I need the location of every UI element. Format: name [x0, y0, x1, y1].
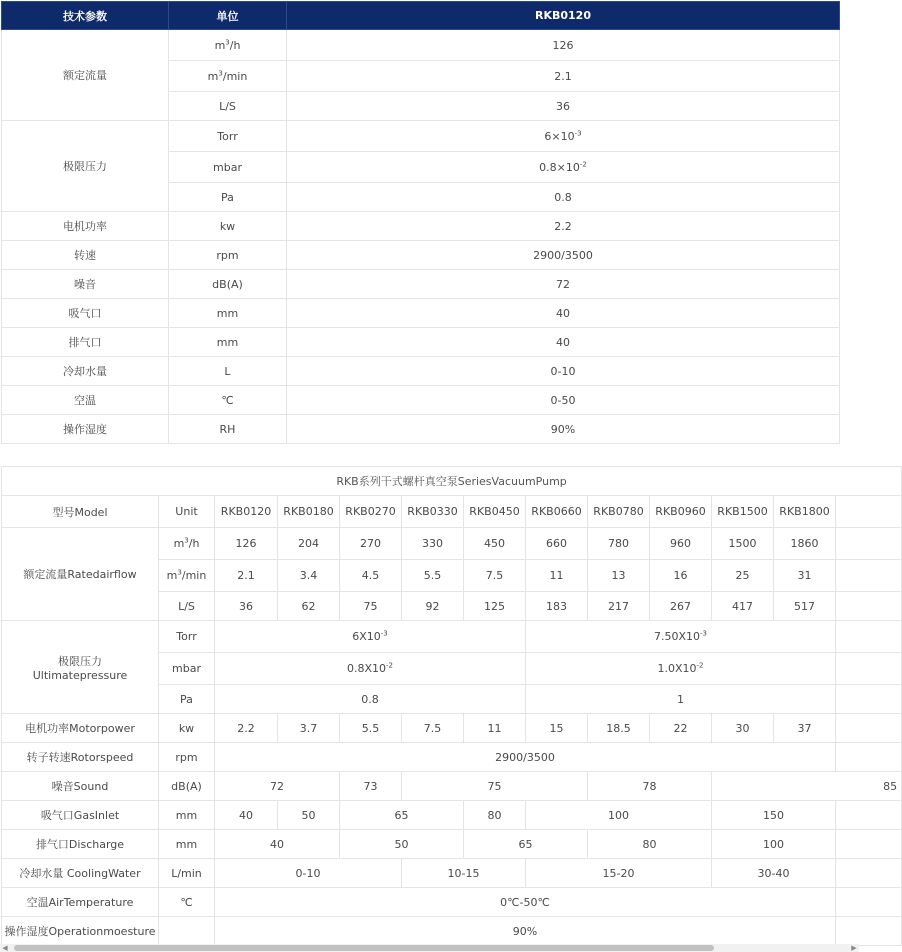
value-cell: 50 [278, 801, 340, 830]
value-cell: 72 [287, 270, 840, 299]
value-cell: 75 [402, 772, 588, 801]
value-cell: 4.5 [340, 560, 402, 592]
value-cell: 30-40 [712, 859, 836, 888]
table-row [2, 386, 840, 415]
value-cell: 92 [402, 592, 464, 621]
value-cell: 126 [287, 30, 840, 61]
unit-cell: mm [169, 299, 287, 328]
table-row [2, 714, 902, 743]
scroll-left-arrow-icon[interactable]: ◀ [2, 944, 8, 952]
param-cell: 电机功率Motorpower [2, 714, 159, 743]
pressure-label: 极限压力 [2, 121, 169, 212]
overflow-cell [836, 714, 902, 743]
value-cell: 1860 [774, 528, 836, 560]
param-cell: 噪音Sound [2, 772, 159, 801]
unit-cell: ℃ [169, 386, 287, 415]
table-row [2, 270, 840, 299]
param-cell: 噪音 [2, 270, 169, 299]
model-cell: RKB1500 [712, 496, 774, 528]
table-row [2, 772, 902, 801]
overflow-cell [836, 888, 902, 917]
value-cell: 150 [712, 801, 836, 830]
value-cell: 15 [526, 714, 588, 743]
value-cell: 3.4 [278, 560, 340, 592]
model-label: 型号Model [2, 496, 159, 528]
value-cell: 65 [464, 830, 588, 859]
value-cell: 1 [526, 685, 836, 714]
value-cell: 0.8 [287, 183, 840, 212]
value-cell: 72 [215, 772, 340, 801]
unit-cell: Torr [159, 621, 215, 653]
value-cell: 417 [712, 592, 774, 621]
value-cell: 22 [650, 714, 712, 743]
overflow-cell [836, 743, 902, 772]
unit-cell: mm [159, 801, 215, 830]
unit-cell: L/S [159, 592, 215, 621]
value-cell: 18.5 [588, 714, 650, 743]
value-cell: 31 [774, 560, 836, 592]
value-cell: 960 [650, 528, 712, 560]
table-row [2, 357, 840, 386]
unit-cell: $m^3/\min$ [169, 61, 287, 92]
value-cell: 30 [712, 714, 774, 743]
unit-cell: Torr [169, 121, 287, 152]
value-cell: 267 [650, 592, 712, 621]
value-cell: 330 [402, 528, 464, 560]
table-row [2, 859, 902, 888]
value-cell: 5.5 [402, 560, 464, 592]
value-cell: 0℃-50℃ [215, 888, 836, 917]
unit-label: Unit [159, 496, 215, 528]
value-cell: 5.5 [340, 714, 402, 743]
unit-cell: ℃ [159, 888, 215, 917]
table-row [2, 212, 840, 241]
value-cell: 85 [712, 772, 902, 801]
caption-row [2, 467, 902, 496]
param-cell: 吸气口 [2, 299, 169, 328]
unit-cell: mm [169, 328, 287, 357]
value-cell: 0-10 [287, 357, 840, 386]
value-cell: 37 [774, 714, 836, 743]
overflow-cell [836, 859, 902, 888]
param-cell: 操作湿度 [2, 415, 169, 444]
table-row [2, 917, 902, 946]
value-cell: 3.7 [278, 714, 340, 743]
param-cell: 转子转速Rotorspeed [2, 743, 159, 772]
unit-cell: L/S [169, 92, 287, 121]
unit-cell: $m^3/h$ [159, 528, 215, 560]
unit-cell: $m^3/h$ [169, 30, 287, 61]
value-cell: 204 [278, 528, 340, 560]
param-cell: 排气口 [2, 328, 169, 357]
value-cell: 36 [287, 92, 840, 121]
unit-cell: Pa [159, 685, 215, 714]
value-cell: 50 [340, 830, 464, 859]
flow-label: 额定流量Ratedairflow [2, 528, 159, 621]
value-cell: 80 [588, 830, 712, 859]
model-cell-overflow [836, 496, 902, 528]
param-cell: 转速 [2, 241, 169, 270]
overflow-cell [836, 560, 902, 592]
value-cell: 100 [712, 830, 836, 859]
overflow-cell [836, 801, 902, 830]
value-cell: 73 [340, 772, 402, 801]
overflow-cell [836, 621, 902, 653]
unit-cell: L/min [159, 859, 215, 888]
value-cell: 90% [287, 415, 840, 444]
model-cell: RKB0450 [464, 496, 526, 528]
value-cell: 11 [464, 714, 526, 743]
table-row [2, 121, 840, 152]
table-row [2, 888, 902, 917]
unit-cell: mm [159, 830, 215, 859]
unit-cell: $m^3/\min$ [159, 560, 215, 592]
value-cell: 15-20 [526, 859, 712, 888]
value-cell: 75 [340, 592, 402, 621]
value-cell: 2900/3500 [287, 241, 840, 270]
value-cell: 7.5 [402, 714, 464, 743]
value-cell: 78 [588, 772, 712, 801]
param-cell: 电机功率 [2, 212, 169, 241]
table-row [2, 743, 902, 772]
header-model: RKB0120 [287, 2, 840, 30]
overflow-cell [836, 917, 902, 946]
scrollbar-thumb[interactable] [14, 945, 714, 951]
overflow-cell [836, 592, 902, 621]
unit-cell: Pa [169, 183, 287, 212]
value-cell: $1.0X10^{-2}$ [526, 653, 836, 685]
value-cell: 660 [526, 528, 588, 560]
value-cell: 780 [588, 528, 650, 560]
spec-header-row [2, 2, 840, 30]
table-row [2, 621, 902, 653]
table-row [2, 328, 840, 357]
overflow-cell [836, 653, 902, 685]
value-cell: 11 [526, 560, 588, 592]
unit-cell: dB(A) [159, 772, 215, 801]
value-cell: 100 [526, 801, 712, 830]
value-cell: 7.5 [464, 560, 526, 592]
value-cell: 1500 [712, 528, 774, 560]
header-param: 技术参数 [2, 2, 169, 30]
table-row [2, 528, 902, 560]
series-table [1, 466, 902, 946]
overflow-cell [836, 830, 902, 859]
unit-cell: rpm [169, 241, 287, 270]
value-cell: 517 [774, 592, 836, 621]
unit-cell: dB(A) [169, 270, 287, 299]
param-cell: 冷却水量 CoolingWater [2, 859, 159, 888]
value-cell: 2.2 [287, 212, 840, 241]
value-cell: 13 [588, 560, 650, 592]
table-row [2, 30, 840, 61]
unit-cell: rpm [159, 743, 215, 772]
value-cell: 125 [464, 592, 526, 621]
unit-cell: mbar [159, 653, 215, 685]
value-cell: 40 [215, 801, 278, 830]
value-cell: 183 [526, 592, 588, 621]
value-cell: $6\times 10^{-3}$ [287, 121, 840, 152]
unit-cell [159, 917, 215, 946]
unit-cell: mbar [169, 152, 287, 183]
table-row [2, 299, 840, 328]
param-cell: 吸气口GasInlet [2, 801, 159, 830]
model-cell: RKB0960 [650, 496, 712, 528]
flow-label: 额定流量 [2, 30, 169, 121]
value-cell: 40 [287, 328, 840, 357]
overflow-cell [836, 528, 902, 560]
unit-cell: kw [159, 714, 215, 743]
pressure-label: 极限压力 Ultimatepressure [2, 621, 159, 714]
model-cell: RKB0120 [215, 496, 278, 528]
model-cell: RKB0180 [278, 496, 340, 528]
model-row [2, 496, 902, 528]
model-cell: RKB1800 [774, 496, 836, 528]
value-cell: 80 [464, 801, 526, 830]
model-cell: RKB0330 [402, 496, 464, 528]
value-cell: 0-50 [287, 386, 840, 415]
horizontal-scrollbar[interactable] [0, 944, 859, 952]
value-cell: 0-10 [215, 859, 402, 888]
param-cell: 排气口Discharge [2, 830, 159, 859]
param-cell: 空温 [2, 386, 169, 415]
value-cell: 10-15 [402, 859, 526, 888]
value-cell: 2.1 [287, 61, 840, 92]
value-cell: $0.8X10^{-2}$ [215, 653, 526, 685]
table-row [2, 801, 902, 830]
value-cell: 65 [340, 801, 464, 830]
overflow-cell [836, 685, 902, 714]
param-cell: 空温AirTemperature [2, 888, 159, 917]
value-cell: $6X10^{-3}$ [215, 621, 526, 653]
unit-cell: RH [169, 415, 287, 444]
unit-cell: kw [169, 212, 287, 241]
value-cell: 0.8 [215, 685, 526, 714]
table-row [2, 830, 902, 859]
value-cell: 2.2 [215, 714, 278, 743]
value-cell: 2.1 [215, 560, 278, 592]
value-cell: 62 [278, 592, 340, 621]
scroll-right-arrow-icon[interactable]: ▶ [851, 944, 857, 952]
value-cell: 450 [464, 528, 526, 560]
model-cell: RKB0780 [588, 496, 650, 528]
value-cell: 270 [340, 528, 402, 560]
value-cell: 2900/3500 [215, 743, 836, 772]
param-cell: 冷却水量 [2, 357, 169, 386]
model-cell: RKB0660 [526, 496, 588, 528]
table-row [2, 415, 840, 444]
value-cell: 90% [215, 917, 836, 946]
value-cell: 25 [712, 560, 774, 592]
value-cell: 40 [215, 830, 340, 859]
value-cell: 126 [215, 528, 278, 560]
spec-table [1, 1, 840, 444]
header-unit: 单位 [169, 2, 287, 30]
value-cell: $0.8\times 10^{-2}$ [287, 152, 840, 183]
value-cell: 40 [287, 299, 840, 328]
table-row [2, 241, 840, 270]
value-cell: 217 [588, 592, 650, 621]
value-cell: 36 [215, 592, 278, 621]
value-cell: $7.50X10^{-3}$ [526, 621, 836, 653]
value-cell: 16 [650, 560, 712, 592]
model-cell: RKB0270 [340, 496, 402, 528]
unit-cell: L [169, 357, 287, 386]
series-caption: RKB系列干式螺杆真空泵SeriesVacuumPump [2, 467, 902, 496]
param-cell: 操作湿度Operationmoesture [2, 917, 159, 946]
